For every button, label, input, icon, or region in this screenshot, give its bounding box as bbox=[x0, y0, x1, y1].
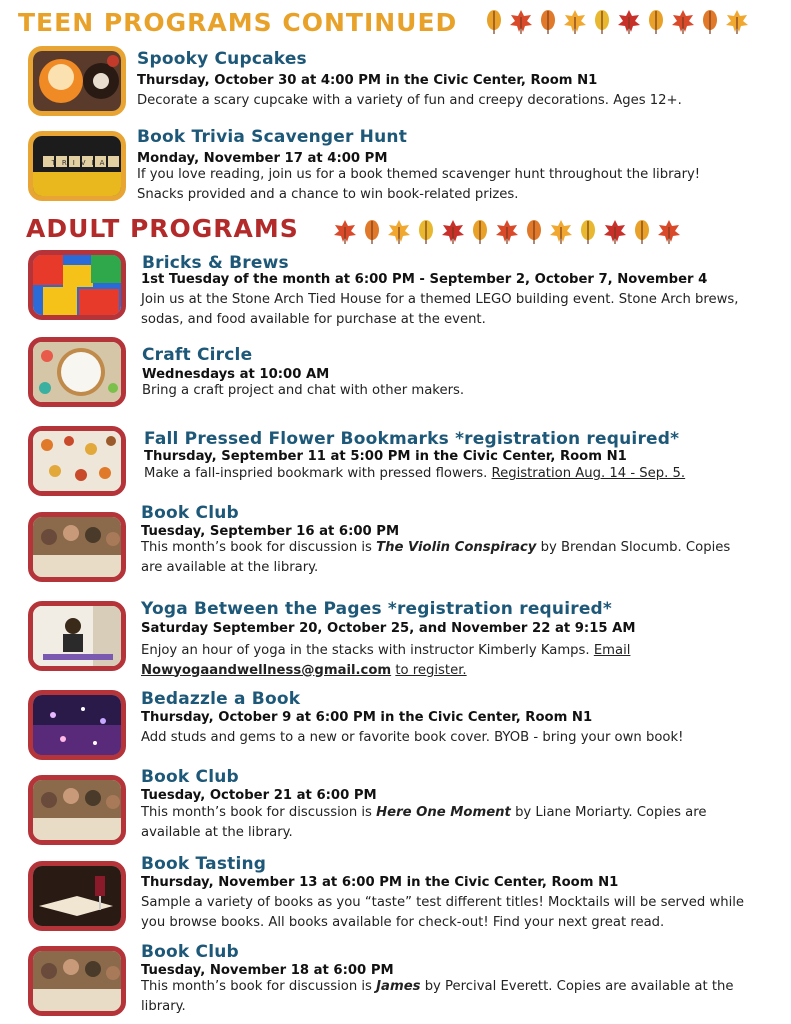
program-description: Join us at the Stone Arch Tied House for a themed LEGO building event. Stone Arch brews, sodas, and food available for purchase at the event. bbox=[141, 292, 739, 327]
program-description: If you love reading, join us for a book themed scavenger hunt throughout the library! Snacks provided and a chance to win book-related prizes. bbox=[137, 167, 701, 202]
adult-section-title: ADULT PROGRAMS bbox=[26, 214, 299, 243]
autumn-leaf-icon bbox=[468, 219, 492, 245]
program-when: Tuesday, September 16 at 6:00 PM bbox=[141, 524, 400, 539]
autumn-leaf-icon bbox=[522, 219, 546, 245]
program-description: This month’s book for discussion is Here One Moment by Liane Moriarty. Copies are available at the library. bbox=[141, 805, 707, 840]
trivia-tile-text: TRIVIA bbox=[51, 159, 111, 167]
program-title: Fall Pressed Flower Bookmarks *registration required* bbox=[144, 429, 680, 449]
program-when: 1st Tuesday of the month at 6:00 PM - September 2, October 7, November 4 bbox=[141, 272, 708, 287]
cupcake-image bbox=[28, 46, 126, 116]
embroidery-hoop-image bbox=[28, 337, 126, 407]
pressed-flowers-image bbox=[28, 426, 126, 496]
program-title: Bricks & Brews bbox=[142, 253, 289, 273]
autumn-leaf-icon bbox=[387, 219, 411, 245]
program-when: Saturday September 20, October 25, and November 22 at 9:15 AM bbox=[141, 621, 636, 636]
program-title: Book Trivia Scavenger Hunt bbox=[137, 127, 408, 147]
autumn-leaf-icon bbox=[617, 9, 641, 35]
registration-dates-link[interactable]: Registration Aug. 14 - Sep. 5. bbox=[491, 466, 686, 481]
lego-image bbox=[28, 250, 126, 320]
program-title: Bedazzle a Book bbox=[141, 689, 301, 709]
program-description: Enjoy an hour of yoga in the stacks with instructor Kimberly Kamps. Email Nowyogaandwellness@gmail.com to register. bbox=[141, 643, 631, 678]
autumn-leaf-icon bbox=[360, 219, 384, 245]
autumn-leaf-icon bbox=[671, 9, 695, 35]
program-when: Thursday, September 11 at 5:00 PM in the Civic Center, Room N1 bbox=[144, 449, 627, 464]
book-club-image bbox=[28, 946, 126, 1016]
book-title: Here One Moment bbox=[376, 805, 511, 820]
program-when: Thursday, November 13 at 6:00 PM in the Civic Center, Room N1 bbox=[141, 875, 619, 890]
trivia-image bbox=[28, 131, 126, 201]
program-title: Book Tasting bbox=[141, 854, 267, 874]
program-when: Monday, November 17 at 4:00 PM bbox=[137, 151, 388, 166]
autumn-leaf-icon bbox=[414, 219, 438, 245]
autumn-leaf-icon bbox=[590, 9, 614, 35]
autumn-leaf-icon bbox=[509, 9, 533, 35]
program-when: Wednesdays at 10:00 AM bbox=[142, 367, 330, 382]
autumn-leaf-icon bbox=[576, 219, 600, 245]
program-when: Tuesday, November 18 at 6:00 PM bbox=[141, 963, 394, 978]
book-title: The Violin Conspiracy bbox=[376, 540, 537, 555]
program-description: Decorate a scary cupcake with a variety of fun and creepy decorations. Ages 12+. bbox=[137, 93, 682, 108]
program-description: Make a fall-inspried bookmark with pressed flowers. Registration Aug. 14 - Sep. 5. bbox=[144, 466, 686, 481]
program-title: Yoga Between the Pages *registration required* bbox=[141, 599, 613, 619]
book-club-image bbox=[28, 775, 126, 845]
program-description: This month’s book for discussion is James by Percival Everett. Copies are available at the library. bbox=[141, 979, 734, 1014]
program-title: Book Club bbox=[141, 942, 239, 962]
glitter-image bbox=[28, 690, 126, 760]
autumn-leaf-icon bbox=[563, 9, 587, 35]
teen-section-title: TEEN PROGRAMS CONTINUED bbox=[18, 8, 458, 37]
email-address-link[interactable]: Nowyogaandwellness@gmail.com bbox=[141, 662, 392, 678]
program-when: Tuesday, October 21 at 6:00 PM bbox=[141, 788, 377, 803]
yoga-image bbox=[28, 601, 126, 671]
autumn-leaf-icon bbox=[441, 219, 465, 245]
program-title: Spooky Cupcakes bbox=[137, 49, 307, 69]
register-link[interactable]: to register. bbox=[395, 662, 467, 678]
autumn-leaf-icon bbox=[333, 219, 357, 245]
adult-leaf-border bbox=[333, 219, 681, 245]
autumn-leaf-icon bbox=[549, 219, 573, 245]
teen-leaf-border bbox=[482, 9, 749, 35]
program-title: Craft Circle bbox=[142, 345, 253, 365]
book-title: James bbox=[376, 979, 421, 994]
autumn-leaf-icon bbox=[725, 9, 749, 35]
book-club-image bbox=[28, 512, 126, 582]
program-title: Book Club bbox=[141, 503, 239, 523]
program-description: Add studs and gems to a new or favorite book cover. BYOB - bring your own book! bbox=[141, 730, 684, 745]
autumn-leaf-icon bbox=[644, 9, 668, 35]
autumn-leaf-icon bbox=[657, 219, 681, 245]
program-description: This month’s book for discussion is The Violin Conspiracy by Brendan Slocumb. Copies are available at the library. bbox=[141, 540, 731, 575]
autumn-leaf-icon bbox=[482, 9, 506, 35]
program-when: Thursday, October 9 at 6:00 PM in the Civic Center, Room N1 bbox=[141, 710, 593, 725]
autumn-leaf-icon bbox=[630, 219, 654, 245]
book-tasting-image bbox=[28, 861, 126, 931]
program-description: Bring a craft project and chat with other makers. bbox=[142, 383, 465, 398]
autumn-leaf-icon bbox=[536, 9, 560, 35]
program-title: Book Club bbox=[141, 767, 239, 787]
program-description: Sample a variety of books as you “taste” test different titles! Mocktails will be served while you browse books. All books available for check-out! Find your next great read. bbox=[141, 895, 745, 930]
email-link[interactable]: Email bbox=[593, 643, 631, 658]
program-when: Thursday, October 30 at 4:00 PM in the Civic Center, Room N1 bbox=[137, 73, 598, 88]
autumn-leaf-icon bbox=[495, 219, 519, 245]
autumn-leaf-icon bbox=[603, 219, 627, 245]
autumn-leaf-icon bbox=[698, 9, 722, 35]
